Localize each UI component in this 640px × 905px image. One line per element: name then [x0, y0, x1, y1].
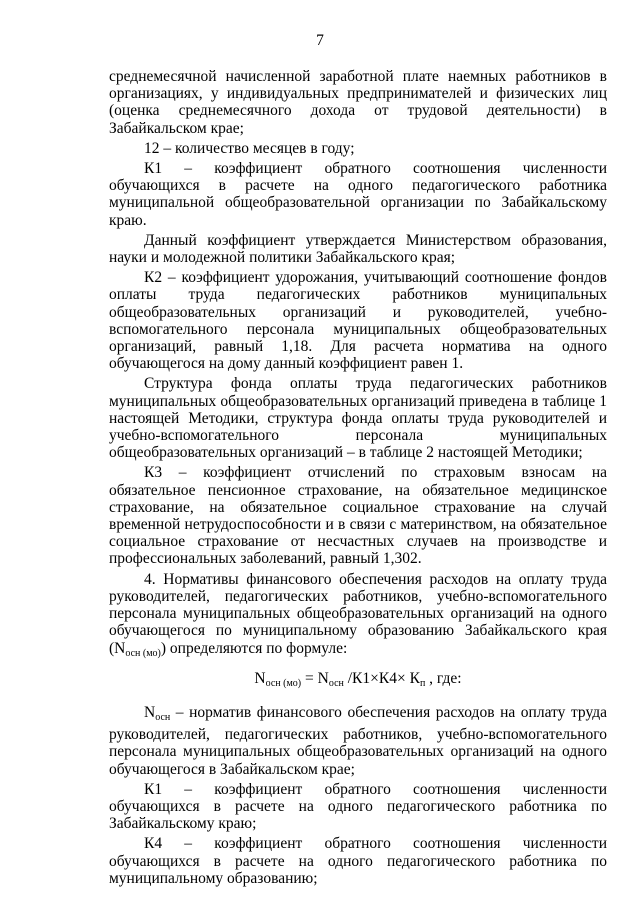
subscript: осн	[328, 677, 344, 689]
paragraph: К1 – коэффициент обратного соотношения численности обучающихся в расчете на одного педагогического работника муниципальной общеобразовательной организации по Забайкальскому краю.	[109, 160, 607, 229]
document-body	[109, 68, 607, 890]
subscript: осн	[155, 711, 171, 723]
formula-part: /К1×К4× К	[343, 669, 420, 687]
definition-k4: К4 – коэффициент обратного соотношения численности обучающихся в расчете на одного педагогического работника по муниципальному образованию;	[109, 835, 607, 887]
subscript: п	[419, 677, 426, 689]
paragraph: К2 – коэффициент удорожания, учитывающий соотношение фондов оплаты труда педагогических работников муниципальных общеобразовательных организаций и руководителей, учебно-вспомогательного персонала муниципальных общеобразовательных организаций, равный 1,18. Для расчета норматива на одного обучающегося на дому данный коэффициент равен 1.	[109, 269, 607, 373]
paragraph: среднемесячной начисленной заработной плате наемных работников в организациях, у индивидуальных предпринимателей и физических лиц (оценка среднемесячного дохода от трудовой деятельности) в Забайкальском крае;	[109, 68, 607, 137]
paragraph-tail: ) определяются по формуле:	[160, 639, 348, 657]
paragraph-section-4: 4. Нормативы финансового обеспечения расходов на оплату труда руководителей, педагогических работников, учебно-вспомогательного персонала муниципальных общеобразовательных организаций на одного обучающегося по муниципальному образованию Забайкальского края $(N_{осн (мо)})$ определяются по формуле:	[109, 570, 607, 659]
definition-k1: К1 – коэффициент обратного соотношения численности обучающихся в расчете на одного педагогического работника по Забайкальскому краю;	[109, 780, 607, 833]
subscript: осн (мо)	[265, 677, 302, 689]
paragraph: Структура фонда оплаты труда педагогических работников муниципальных общеобразовательных организаций приведена в таблице 1 настоящей Методики, структура фонда оплаты труда руководителей и учебно-вспомогательного персонала муниципальных общеобразовательных организаций – в таблице 2 настоящей Методики;	[109, 375, 607, 462]
formula-part: , где:	[425, 669, 462, 687]
paragraph-text: 4. Нормативы финансового обеспечения расходов на оплату труда руководителей, педагогических работников, учебно-вспомогательного персонала муниципальных общеобразовательных организаций на одного обучающегося по муниципальному образованию Забайкальского края	[109, 570, 607, 640]
formula-part: = N	[301, 669, 329, 687]
paragraph: Данный коэффициент утверждается Министерством образования, науки и молодежной политики Забайкальского края;	[109, 231, 607, 267]
paragraph: К3 – коэффициент отчислений по страховым взносам на обязательное пенсионное страхование, на обязательное медицинское страхование, на обязательное социальное страхование на случай временной нетрудоспособности и в связи с материнством, на обязательное социальное страхование от несчастных случаев на производстве и профессиональных заболеваний, равный 1,302.	[109, 464, 607, 568]
definition-nosn: $N_{осн}$ – норматив финансового обеспечения расходов на оплату труда руководителей, педагогических работников, учебно-вспомогательного персонала муниципальных общеобразовательных организаций на одного обучающегося в Забайкальском крае;	[109, 703, 607, 778]
page-number: 7	[316, 32, 324, 49]
subscript: осн (мо)	[125, 647, 161, 659]
definition-text: – норматив финансового обеспечения расходов на оплату труда руководителей, педагогических работников, учебно-вспомогательного персонала муниципальных общеобразовательных организаций на одного обучающегося в Забайкальском крае;	[109, 703, 607, 778]
formula: $N_{осн (мо)} = N_{осн}$ $/К1\times К4\times К_п$ , где:	[254, 669, 462, 689]
paragraph: 12 – количество месяцев в году;	[144, 139, 355, 157]
